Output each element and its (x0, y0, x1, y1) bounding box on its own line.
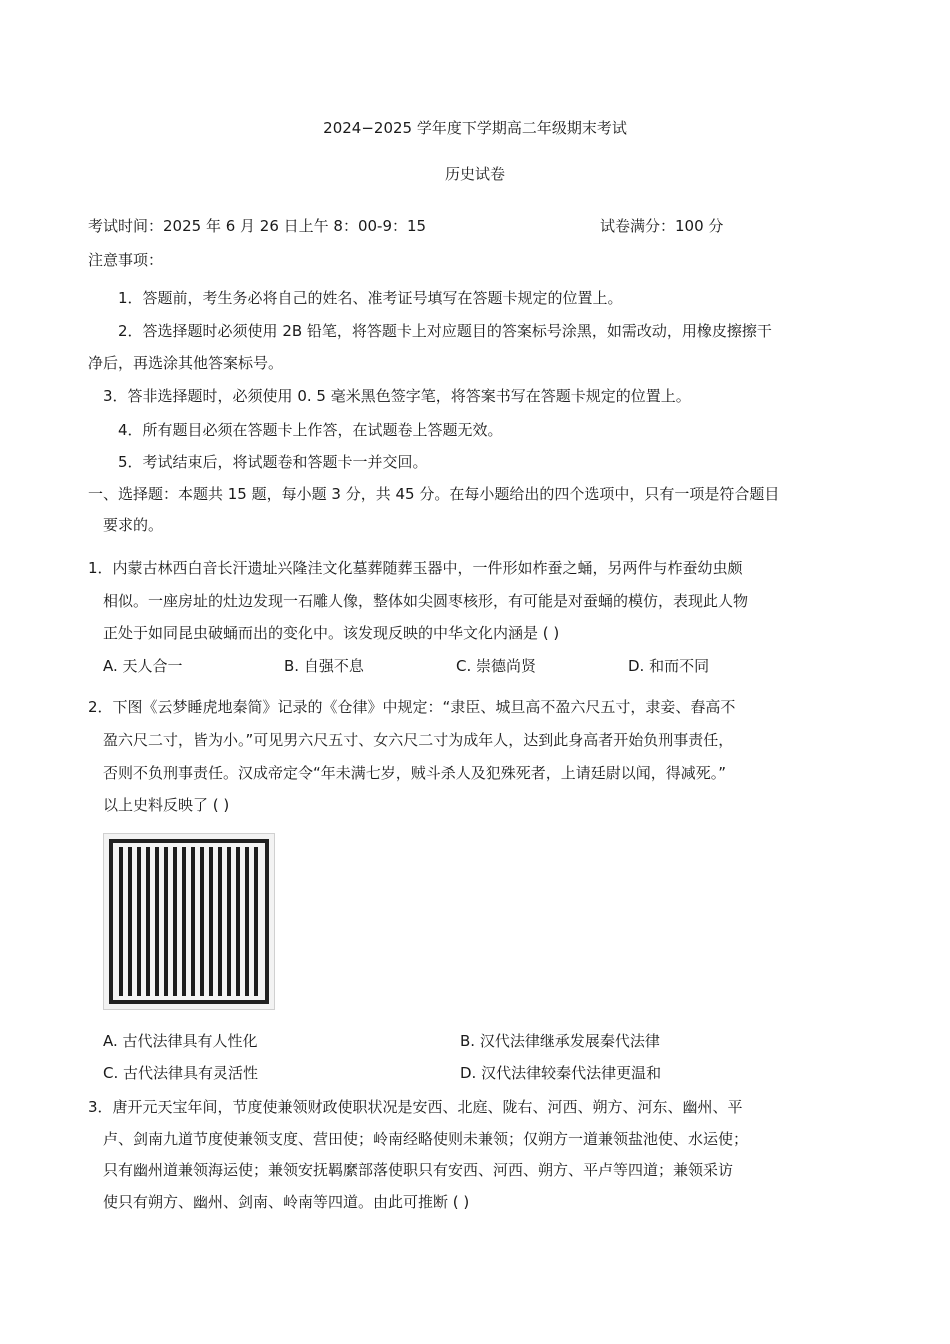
question-1-option-a: A. 天人合一 (103, 657, 183, 675)
question-1-text: 相似。一座房址的灶边发现一石雕人像，整体如尖圆枣核形，有可能是对蚕蛹的模仿，表现此人物 (103, 592, 749, 610)
notice-item: 1．答题前，考生务必将自己的姓名、准考证号填写在答题卡规定的位置上。 (118, 289, 623, 307)
exam-time: 考试时间：2025 年 6 月 26 日上午 8：00-9：15 (88, 217, 427, 235)
question-3-text: 使只有朔方、幽州、剑南、岭南等四道。由此可推断 ( ) (103, 1193, 470, 1211)
question-2-option-a: A. 古代法律具有人性化 (103, 1032, 258, 1050)
notice-item: 净后，再选涂其他答案标号。 (88, 354, 284, 372)
question-1-option-c: C. 崇德尚贤 (456, 657, 537, 675)
question-1-option-d: D. 和而不同 (628, 657, 710, 675)
exam-score: 试卷满分：100 分 (600, 217, 724, 235)
notice-heading: 注意事项： (88, 251, 164, 269)
notice-item: 2．答选择题时必须使用 2B 铅笔，将答题卡上对应题目的答案标号涂黑，如需改动，用橡皮擦擦干 (118, 322, 772, 340)
question-3-text: 只有幽州道兼领海运使；兼领安抚羁縻部落使职只有安西、河西、朔方、平卢等四道；兼领采访 (103, 1161, 734, 1179)
exam-subject: 历史试卷 (444, 165, 505, 183)
question-1-option-b: B. 自强不息 (284, 657, 364, 675)
question-1-text: 正处于如同昆虫破蛹而出的变化中。该发现反映的中华文化内涵是 ( ) (103, 624, 560, 642)
exam-title: 2024−2025 学年度下学期高二年级期末考试 (323, 119, 627, 137)
question-2-text: 否则不负刑事责任。汉成帝定令“年未满七岁，贼斗杀人及犯殊死者，上请廷尉以闻，得减死。” (103, 764, 727, 782)
section-instructions: 一、选择题：本题共 15 题，每小题 3 分，共 45 分。在每小题给出的四个选项中，只有一项是符合题目 (88, 485, 780, 503)
question-2-option-c: C. 古代法律具有灵活性 (103, 1064, 259, 1082)
question-2-text: 盈六尺二寸，皆为小。”可见男六尺五寸、女六尺二寸为成年人，达到此身高者开始负刑事责任， (103, 731, 734, 749)
question-3-text: 3．唐开元天宝年间，节度使兼领财政使职状况是安西、北庭、陇右、河西、朔方、河东、幽州、平 (88, 1098, 743, 1116)
notice-item: 4．所有题目必须在答题卡上作答，在试题卷上答题无效。 (118, 421, 503, 439)
question-2-text: 以上史料反映了 ( ) (103, 796, 230, 814)
bamboo-slips-frame (109, 839, 269, 1004)
question-2-option-d: D. 汉代法律较秦代法律更温和 (460, 1064, 662, 1082)
question-1-text: 1．内蒙古林西白音长汗遗址兴隆洼文化墓葬随葬玉器中，一件形如柞蚕之蛹，另两件与柞蚕幼虫颇 (88, 559, 743, 577)
bamboo-slips-image (103, 833, 275, 1010)
question-2-text: 2．下图《云梦睡虎地秦简》记录的《仓律》中规定：“隶臣、城旦高不盈六尺五寸，隶妾、舂高不 (88, 698, 736, 716)
bamboo-slips-strips (119, 847, 259, 996)
notice-item: 5．考试结束后，将试题卷和答题卡一并交回。 (118, 453, 428, 471)
section-instructions: 要求的。 (103, 516, 164, 534)
notice-item: 3．答非选择题时，必须使用 0. 5 毫米黑色签字笔，将答案书写在答题卡规定的位置上。 (103, 387, 691, 405)
question-3-text: 卢、剑南九道节度使兼领支度、营田使；岭南经略使则未兼领；仅朔方一道兼领盐池使、水运使； (103, 1130, 749, 1148)
question-2-option-b: B. 汉代法律继承发展秦代法律 (460, 1032, 660, 1050)
